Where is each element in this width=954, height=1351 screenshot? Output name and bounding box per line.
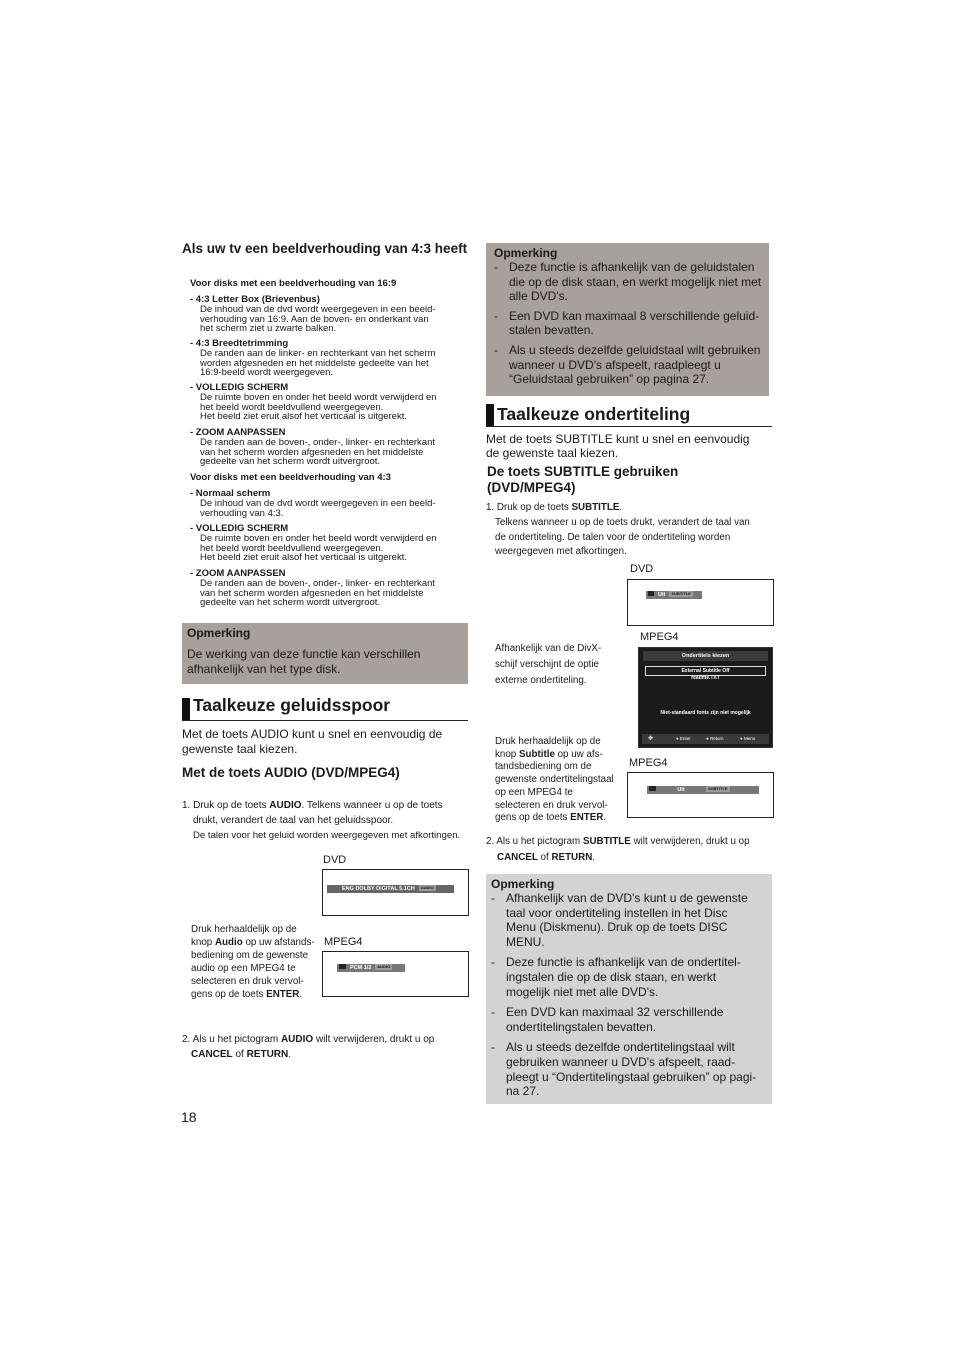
note-list	[486, 891, 770, 1099]
section-bar	[486, 404, 494, 426]
menu-warning: Niet-standaard fonts zijn niet mogelijk	[660, 710, 751, 716]
dvd-subtitle-screen	[627, 579, 774, 626]
note-box-audio	[486, 243, 769, 396]
note-item: - Afhankelijk van de DVD's kunt u de gewenste taal voor ondertiteling instellen in het Disc Menu (Diskmenu). Druk op de toets DISC MENU.	[491, 891, 748, 949]
mpeg4-subtitle-screen	[627, 772, 774, 818]
note-title: Opmerking	[187, 626, 251, 640]
note-item: - Deze functie is afhankelijk van de ondertitel- ingstalen die op de disk staan, en werkt mogelijk niet met alle DVD's.	[491, 955, 741, 999]
subtitle-step-2: 2. Als u het pictogram SUBTITLE wilt verwijderen, drukt u op CANCEL of RETURN.	[486, 836, 750, 863]
dvd-audio-osd: ENG DOLBY DIGITAL 5.1CH AUDIO	[327, 885, 454, 893]
dvd-label: DVD	[323, 854, 347, 866]
audio-step-2: 2. Als u het pictogram AUDIO wilt verwijderen, drukt u op CANCEL of RETURN.	[182, 1034, 435, 1060]
note-item: - Een DVD kan maximaal 32 verschillende ondertitelingstalen bevatten.	[491, 1005, 724, 1034]
dvd-subtitle-osd: Uit SUBTITLE	[646, 591, 702, 599]
subtitle-side-instructions: Druk herhaaldelijk op de knop Subtitle op uw afs- tandsbediening om de gewenste ondertitelingstaal op een MPEG4 te selecteren en druk vervol- gens op de toets ENTER.	[495, 736, 614, 824]
note-item: - Een DVD kan maximaal 8 verschillende geluid- stalen bevatten.	[494, 308, 760, 338]
note-text: De werking van deze functie kan verschillen afhankelijk van het type disk.	[187, 647, 421, 676]
option-zoom-aanpassen-43: - ZOOM AANPASSEN De randen aan de boven-, onder-, linker- en rechterkant van het scherm worden afgesneden en het middelste gedeelte van het scherm wordt uitvergroot.	[190, 568, 435, 609]
option-volledig-scherm: - VOLLEDIG SCHERM De ruimte boven en onder het beeld wordt verwijderd en het beeld wordt beeldvullend weergegeven. Het beeld ziet eruit alsof het verticaal is uitgerekt.	[190, 382, 437, 423]
mpeg4-label: MPEG4	[629, 757, 668, 769]
page-number: 18	[181, 1109, 197, 1125]
menu-title: Ondertitels kiezen	[643, 651, 768, 661]
options-169-list	[190, 294, 470, 467]
nav-arrows-icon: ✥	[648, 736, 654, 742]
return-icon: ●	[706, 736, 709, 741]
subtitle-icon	[649, 786, 656, 791]
subtitle-icon	[648, 591, 654, 596]
audio-subheading: Met de toets AUDIO (DVD/MPEG4)	[182, 765, 400, 780]
section-rule	[182, 720, 468, 721]
section-title-subtitle: Taalkeuze ondertiteling	[497, 404, 691, 424]
subheading-169: Voor disks met een beeldverhouding van 16:9	[190, 278, 397, 289]
dvd-label: DVD	[630, 563, 654, 575]
note-box-aspect	[182, 623, 468, 684]
mpeg4-audio-screen	[322, 951, 469, 997]
note-item: - Als u steeds dezelfde ondertitelingstaal wilt gebruiken wanneer u DVD's afspeelt, raad- pleegt u “Ondertitelingstaal gebruiken” op pagi- na 27.	[491, 1040, 757, 1099]
audio-intro: Met de toets AUDIO kunt u snel en eenvoudig de gewenste taal kiezen.	[182, 727, 443, 756]
option-zoom-aanpassen: - ZOOM AANPASSEN De randen aan de boven-, onder-, linker- en rechterkant van het scherm worden afgesneden en het middelste gedeelte van het scherm wordt uitvergroot.	[190, 427, 435, 468]
dvd-audio-screen	[322, 869, 469, 916]
option-breedtetrimming: - 4:3 Breedtetrimming De randen aan de linker- en rechterkant van het scherm worden afgesneden en het middelste gedeelte van het 16:9-beeld wordt weergegeven.	[190, 338, 436, 379]
subtitle-selection-menu	[638, 647, 773, 748]
menu-icon: ●	[740, 736, 743, 741]
subtitle-intro: Met de toets SUBTITLE kunt u snel en eenvoudig de gewenste taal kiezen.	[486, 432, 750, 460]
note-item: - Als u steeds dezelfde geluidstaal wilt gebruiken wanneer u DVD's afspeelt, raadpleegt u “Geluidstaal gebruiken” op pagina 27.	[494, 342, 761, 387]
note-list	[489, 260, 769, 387]
menu-file-option[interactable]: readme.TXT	[691, 675, 720, 681]
options-43-list	[190, 488, 470, 608]
speaker-icon	[339, 964, 346, 969]
menu-footer: ✥ ● Enter ● Return ● Menu	[642, 734, 769, 744]
mpeg4-audio-osd: PCM 1/2 AUDIO	[337, 964, 405, 972]
enter-icon: ●	[676, 736, 679, 741]
subtitle-subheading: De toets SUBTITLE gebruiken (DVD/MPEG4)	[487, 464, 679, 495]
subtitle-step-1: 1. Druk op de toets SUBTITLE. Telkens wanneer u op de toets drukt, verandert de taal van de ondertiteling. De talen voor de ondertiteling worden weergegeven met afkortingen.	[486, 502, 750, 558]
audio-step-1: 1. Druk op de toets AUDIO. Telkens wanneer u op de toets drukt, verandert de taal van het geluidsspoor. De talen voor het geluid worden weergegeven met afkortingen.	[182, 800, 461, 841]
option-normaal-scherm: - Normaal scherm De inhoud van de dvd wordt weergegeven in een beeld- verhouding van 4:3.	[190, 488, 436, 519]
mpeg4-label: MPEG4	[324, 936, 363, 948]
mpeg4-label: MPEG4	[640, 631, 679, 643]
section-title-audio: Taalkeuze geluidsspoor	[193, 695, 391, 715]
note-box-subtitle	[486, 874, 772, 1104]
menu-selected-option[interactable]: External Subtitle Off	[645, 666, 766, 676]
section-bar	[182, 698, 190, 720]
mpeg4-subtitle-osd: Uit SUBTITLE	[647, 786, 759, 794]
heading-aspect-43: Als uw tv een beeldverhouding van 4:3 heeft	[182, 241, 468, 256]
option-volledig-scherm-43: - VOLLEDIG SCHERM De ruimte boven en onder het beeld wordt verwijderd en het beeld wordt beeldvullend weergegeven. Het beeld ziet eruit alsof het verticaal is uitgerekt.	[190, 523, 437, 564]
option-letterbox: - 4:3 Letter Box (Brievenbus) De inhoud van de dvd wordt weergegeven in een beeld- verhouding van 16:9. Aan de boven- en onderkant van het scherm ziet u zwarte balken.	[190, 294, 436, 335]
note-title: Opmerking	[494, 246, 558, 260]
subheading-43: Voor disks met een beeldverhouding van 4:3	[190, 472, 391, 483]
audio-side-instructions: Druk herhaaldelijk op de knop Audio op uw afstands- bediening om de gewenste audio op een MPEG4 te selecteren en druk vervol- gens op de toets ENTER.	[191, 924, 315, 1001]
section-rule	[486, 426, 772, 427]
note-title: Opmerking	[491, 877, 555, 891]
divx-note: Afhankelijk van de DivX- schijf verschijnt de optie externe ondertiteling.	[495, 643, 602, 686]
note-item: - Deze functie is afhankelijk van de geluidstalen die op de disk staan, en werkt mogelijk niet met alle DVD's.	[494, 260, 762, 304]
